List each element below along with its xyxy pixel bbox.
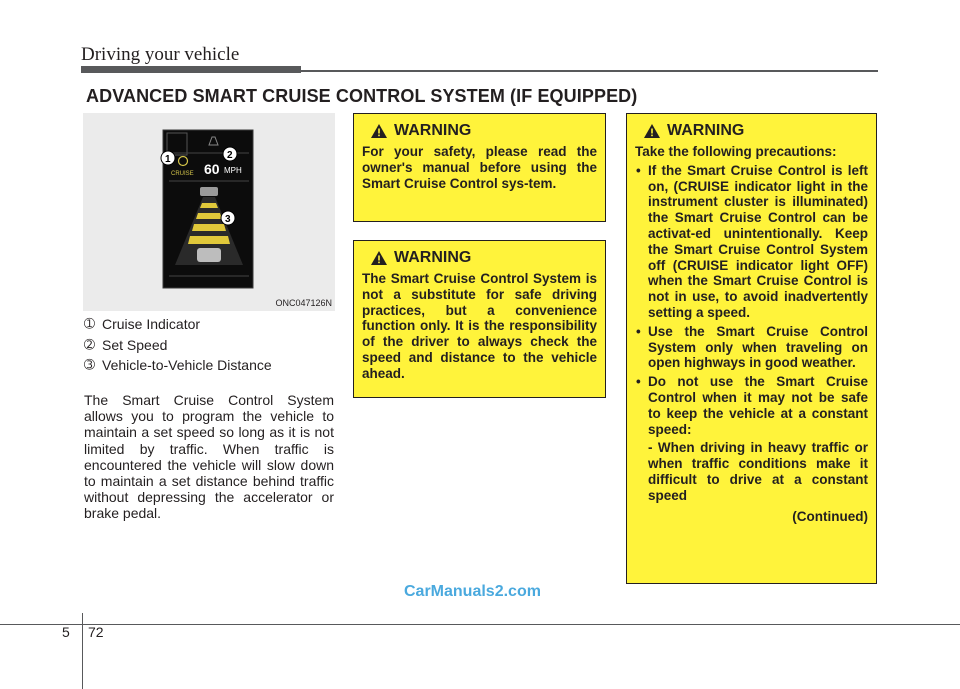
footer-rule: [0, 624, 960, 625]
callout-1-number: 1: [165, 154, 171, 165]
callout-3-number: 3: [225, 214, 231, 225]
footer-divider: [82, 613, 83, 689]
legend-item: [84, 314, 272, 335]
warning-triangle-icon: [643, 123, 661, 139]
header-bar-thin: [301, 70, 878, 72]
distance-bar-2: [196, 213, 222, 219]
legend-label: Vehicle-to-Vehicle Distance: [102, 357, 272, 373]
legend-item: [84, 355, 272, 376]
precautions-intro: Take the following precautions:: [635, 144, 837, 159]
warning-label: WARNING: [394, 249, 472, 266]
precautions-subitem: - When driving in heavy traffic or when traffic conditions make it difficult to drive at a constant speed: [648, 440, 868, 503]
legend: [84, 314, 272, 376]
warning-label: WARNING: [667, 122, 745, 139]
distance-bar-1: [200, 203, 218, 208]
screen-unit: MPH: [224, 166, 242, 175]
warning-text: The Smart Cruise Control System is not a substitute for safe driving practices, but a convenience function only. It is the responsibility of the driver to always check the speed and distance to the vehicle ahead.: [362, 271, 597, 381]
header-bar-dark: [81, 66, 301, 73]
instrument-cluster-illustration: [83, 113, 335, 311]
warning-box-not-substitute: [353, 240, 606, 398]
legend-number: ➁: [84, 336, 95, 352]
figure-code: ONC047126N: [275, 298, 332, 308]
carmanuals-link[interactable]: CarManuals2.com: [404, 583, 541, 600]
distance-bar-3: [192, 224, 226, 231]
screen-speed: 60: [204, 161, 220, 177]
legend-label: Cruise Indicator: [102, 316, 201, 332]
legend-number: ➀: [84, 316, 95, 331]
chapter-number: 5: [62, 624, 70, 640]
continued-label: (Continued): [792, 508, 868, 524]
list-item: • Use the Smart Cruise Control System only when traveling on open highways in good weather.: [635, 324, 868, 371]
callout-2-number: 2: [227, 150, 233, 161]
page-number: 72: [88, 624, 104, 640]
warning-box-read-manual: [353, 113, 606, 222]
body-paragraph: The Smart Cruise Control System allows you to program the vehicle to maintain a set speed so long as it is not limited by traffic. When traffic is encountered the vehicle will slow down to maintain a set distance behind traffic without depressing the accelerator or brake pedal.: [84, 392, 334, 522]
legend-label: Set Speed: [102, 336, 168, 353]
main-heading: ADVANCED SMART CRUISE CONTROL SYSTEM (IF EQUIPPED): [86, 86, 638, 106]
legend-item: [84, 335, 272, 356]
section-title: Driving your vehicle: [81, 44, 240, 65]
list-item: • Do not use the Smart Cruise Control when it may not be safe to keep the vehicle at a constant speed:: [635, 374, 868, 437]
warning-box-precautions: [626, 113, 877, 584]
screen-cruise-label: CRUISE: [171, 171, 194, 177]
warning-label: WARNING: [394, 122, 472, 139]
warning-text: For your safety, please read the owner's manual before using the Smart Cruise Control sys-tem.: [362, 144, 597, 191]
lead-vehicle-icon: [200, 187, 218, 196]
warning-triangle-icon: [370, 123, 388, 139]
list-item: • If the Smart Cruise Control is left on, (CRUISE indicator light in the instrument cluster is illuminated) the Smart Cruise Control can be activat-ed unintentionally. Keep the Smart Cruise Control System off (CRUISE indicator light OFF) when the Smart Cruise Control is not in use, to avoid inadvertently setting a speed.: [635, 163, 868, 321]
warning-triangle-icon: [370, 250, 388, 266]
own-vehicle-icon: [197, 248, 221, 262]
distance-bar-4: [188, 236, 230, 244]
precautions-list: [635, 163, 868, 438]
legend-number: ➂: [84, 357, 95, 372]
cluster-figure: [83, 113, 335, 311]
